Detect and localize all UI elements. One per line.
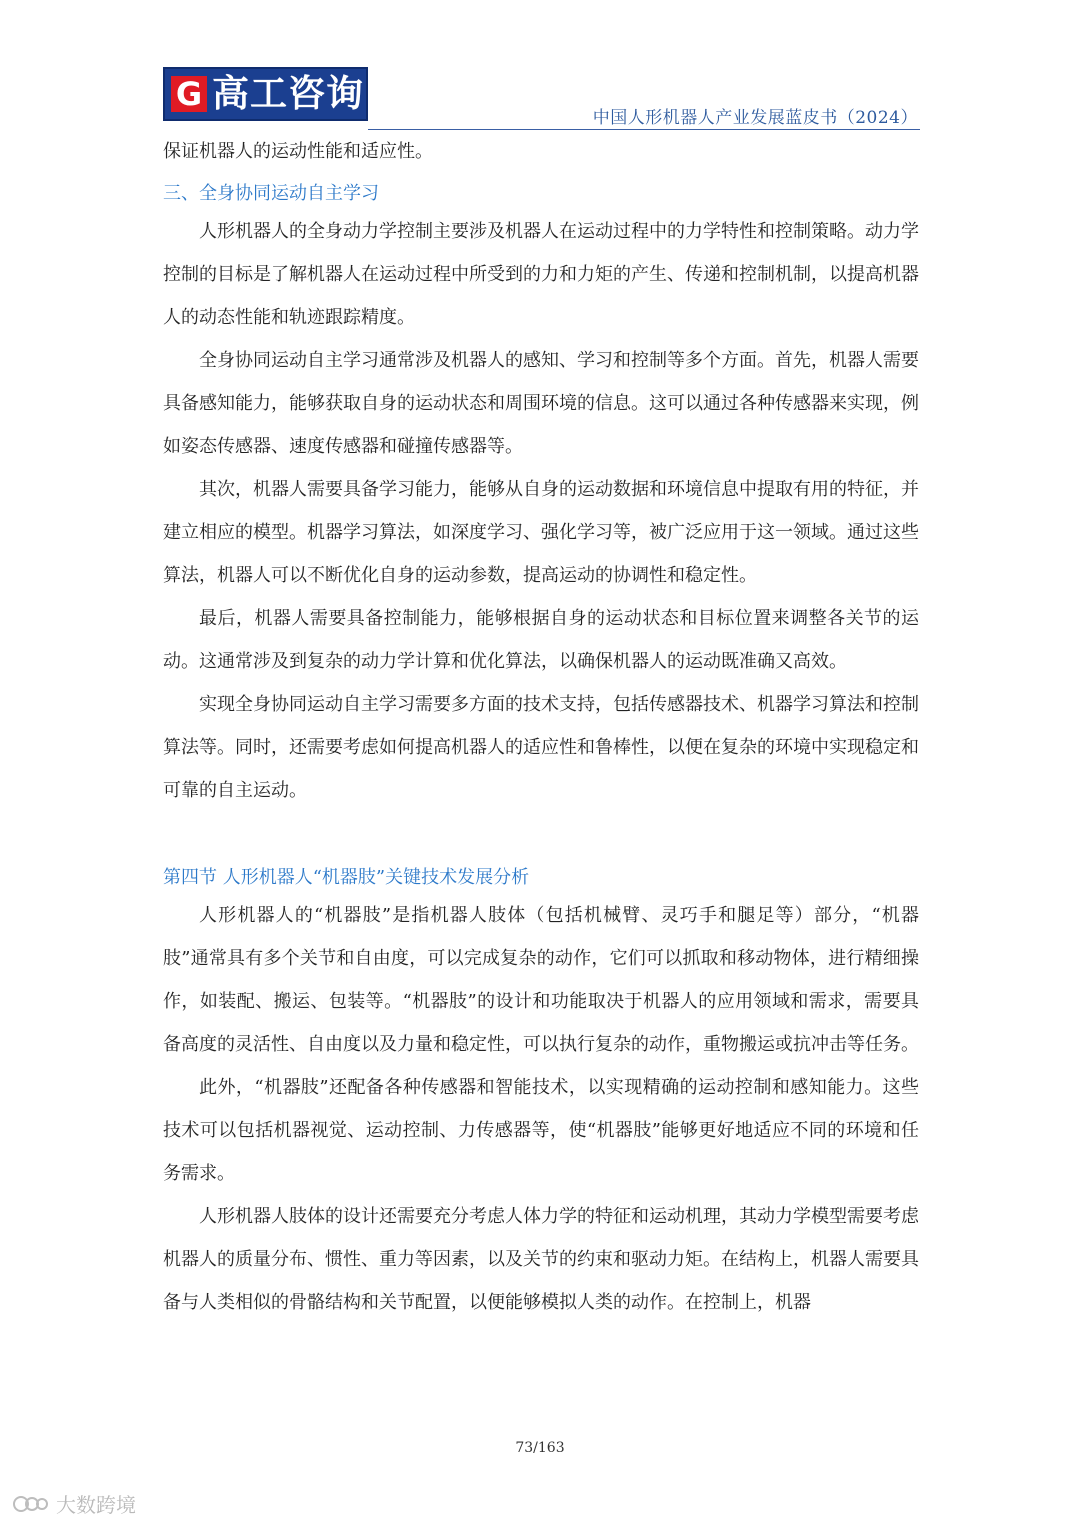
paragraph-group-1 [163, 210, 919, 812]
watermark-text: 大数跨境 [56, 1493, 136, 1517]
wechat-logo-icon [12, 1492, 50, 1516]
paragraph: 人形机器人肢体的设计还需要充分考虑人体力学的特征和运动机理，其动力学模型需要考虑机器人的质量分布、惯性、重力等因素，以及关节的约束和驱动力矩。在结构上，机器人需要具备与人类相似的骨骼结构和关节配置，以便能够模拟人类的动作。在控制上，机器 [163, 1206, 919, 1313]
paragraph: 其次，机器人需要具备学习能力，能够从自身的运动数据和环境信息中提取有用的特征，并建立相应的模型。机器学习算法，如深度学习、强化学习等，被广泛应用于这一领域。通过这些算法，机器人可以不断优化自身的运动参数，提高运动的协调性和稳定性。 [163, 479, 919, 586]
paragraph: 实现全身协同运动自主学习需要多方面的技术支持，包括传感器技术、机器学习算法和控制算法等。同时，还需要考虑如何提高机器人的适应性和鲁棒性，以便在复杂的环境中实现稳定和可靠的自主运动。 [163, 694, 919, 801]
page-number: 73/163 [515, 1440, 565, 1456]
paragraph: 全身协同运动自主学习通常涉及机器人的感知、学习和控制等多个方面。首先，机器人需要具备感知能力，能够获取自身的运动状态和周围环境的信息。这可以通过各种传感器来实现，例如姿态传感器、速度传感器和碰撞传感器等。 [163, 350, 919, 457]
paragraph: 最后，机器人需要具备控制能力，能够根据自身的运动状态和目标位置来调整各关节的运动。这通常涉及到复杂的动力学计算和优化算法，以确保机器人的运动既准确又高效。 [163, 608, 919, 672]
section-heading: 第四节 人形机器人“机器肢”关键技术发展分析 [163, 867, 530, 888]
continued-line: 保证机器人的运动性能和适应性。 [163, 141, 433, 162]
watermark [12, 1489, 136, 1518]
page-content [163, 136, 919, 1324]
subsection-heading: 三、全身协同运动自主学习 [163, 183, 379, 204]
logo-g-mark: G [171, 76, 207, 112]
paragraph: 此外，“机器肢”还配备各种传感器和智能技术，以实现精确的运动控制和感知能力。这些技术可以包括机器视觉、运动控制、力传感器等，使“机器肢”能够更好地适应不同的环境和任务需求。 [163, 1077, 919, 1184]
paragraph: 人形机器人的全身动力学控制主要涉及机器人在运动过程中的力学特性和控制策略。动力学控制的目标是了解机器人在运动过程中所受到的力和力矩的产生、传递和控制机制，以提高机器人的动态性能和轨迹跟踪精度。 [163, 221, 919, 328]
document-title: 中国人形机器人产业发展蓝皮书（2024） [592, 108, 918, 128]
paragraph: 人形机器人的“机器肢”是指机器人肢体（包括机械臂、灵巧手和腿足等）部分，“机器肢”通常具有多个关节和自由度，可以完成复杂的动作，它们可以抓取和移动物体，进行精细操作，如装配、搬运、包装等。“机器肢”的设计和功能取决于机器人的应用领域和需求，需要具备高度的灵活性、自由度以及力量和稳定性，可以执行复杂的动作，重物搬运或抗冲击等任务。 [163, 905, 919, 1055]
logo-text: 高工咨询 [212, 72, 364, 115]
company-logo [163, 67, 368, 121]
header-divider [368, 129, 920, 130]
paragraph-group-2 [163, 894, 919, 1324]
